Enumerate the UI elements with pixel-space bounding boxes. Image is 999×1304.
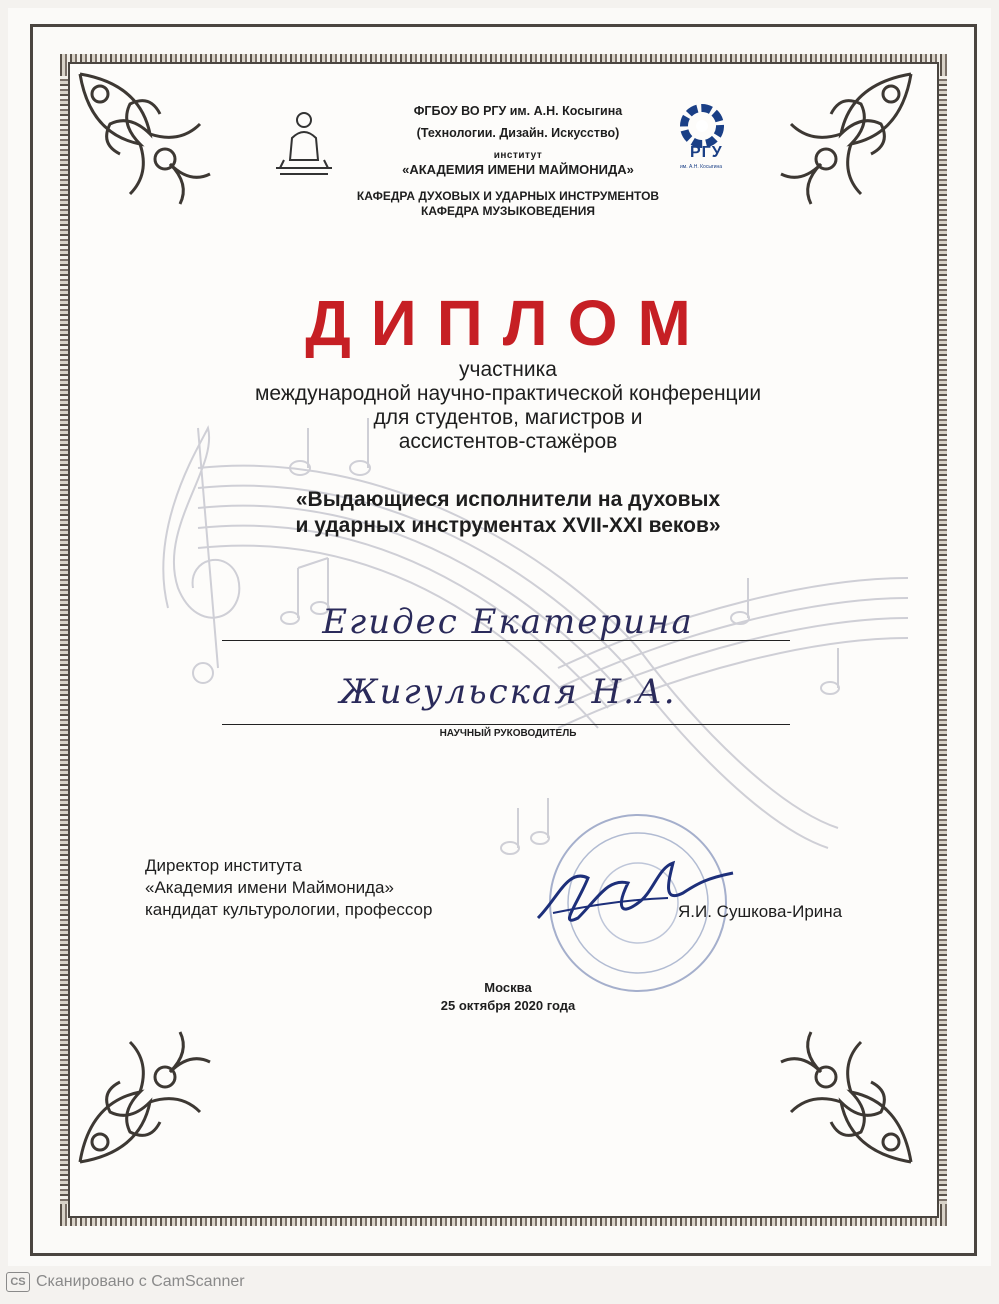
supervisor-underline bbox=[222, 724, 790, 725]
subtitle-line: международной научно-практической конференции bbox=[254, 382, 762, 405]
conference-title-line: и ударных инструментах XVII-XXI веков» bbox=[295, 514, 721, 537]
corner-ornament-icon bbox=[70, 1022, 220, 1172]
institute-label: институт bbox=[493, 150, 543, 161]
corner-ornament-icon bbox=[771, 64, 921, 214]
issue-date: 25 октября 2020 года bbox=[440, 998, 576, 1013]
institute-name: «АКАДЕМИЯ ИМЕНИ МАЙМОНИДА» bbox=[402, 162, 634, 177]
corner-ornament-icon bbox=[70, 64, 220, 214]
participant-underline bbox=[222, 640, 790, 641]
rgu-logo-subtext: им. А.Н. Косыгина bbox=[680, 164, 723, 170]
director-title-line: Директор института bbox=[145, 856, 302, 875]
university-name: ФГБОУ ВО РГУ им. А.Н. Косыгина bbox=[413, 104, 623, 118]
camscanner-logo-icon: CS bbox=[6, 1272, 30, 1292]
diploma-title: ДИПЛОМ bbox=[305, 287, 711, 359]
director-name: Я.И. Сушкова-Ирина bbox=[678, 902, 843, 921]
subtitle-line: для студентов, магистров и bbox=[373, 406, 643, 429]
participant-name: Егидес Екатерина bbox=[322, 602, 694, 642]
city: Москва bbox=[484, 980, 532, 995]
subtitle-line: ассистентов-стажёров bbox=[398, 430, 618, 453]
department-musicology: КАФЕДРА МУЗЫКОВЕДЕНИЯ bbox=[421, 204, 595, 218]
diploma-sheet bbox=[8, 8, 991, 1266]
director-title-line: «Академия имени Маймонида» bbox=[145, 878, 394, 897]
department-winds: КАФЕДРА ДУХОВЫХ И УДАРНЫХ ИНСТРУМЕНТОВ bbox=[356, 189, 660, 203]
camscanner-watermark bbox=[6, 1270, 245, 1294]
camscanner-text: Сканировано с CamScanner bbox=[36, 1273, 245, 1290]
conference-title-line: «Выдающиеся исполнители на духовых bbox=[295, 488, 721, 511]
director-title-line: кандидат культурологии, профессор bbox=[145, 900, 433, 919]
supervisor-caption: НАУЧНЫЙ РУКОВОДИТЕЛЬ bbox=[439, 728, 577, 739]
rgu-logo-text: РГУ bbox=[690, 144, 723, 161]
corner-ornament-icon bbox=[771, 1022, 921, 1172]
university-motto: (Технологии. Дизайн. Искусство) bbox=[416, 126, 620, 140]
supervisor-name: Жигульская Н.А. bbox=[339, 672, 677, 712]
subtitle-line: участника bbox=[459, 358, 557, 381]
